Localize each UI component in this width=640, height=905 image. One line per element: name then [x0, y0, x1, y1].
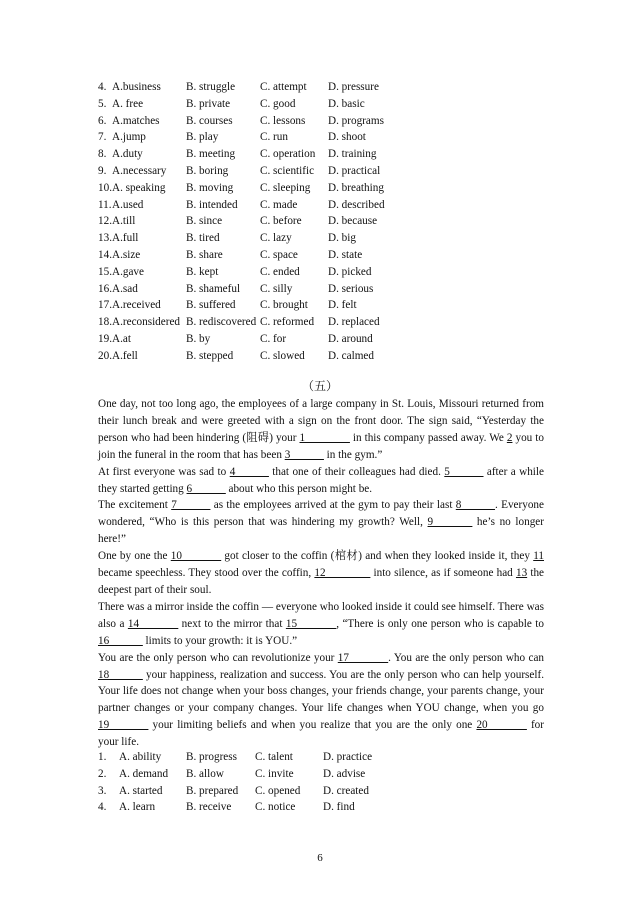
paragraph [98, 464, 544, 498]
option-b: B. tired [186, 232, 220, 245]
blank: 6______ [186, 482, 226, 495]
option-a: A.gave [112, 265, 144, 278]
option-row [98, 129, 558, 146]
option-d: D. training [328, 148, 377, 161]
option-b: B. play [186, 131, 219, 144]
option-b: B. suffered [186, 299, 236, 312]
question-number: 10. [98, 181, 112, 194]
question-number: 9. [98, 164, 107, 177]
option-d: D. picked [328, 265, 372, 278]
option-b: B. private [186, 97, 231, 110]
text-segment: One by one the [98, 550, 171, 563]
question-number: 5. [98, 97, 107, 110]
option-row [98, 79, 558, 96]
option-b: B. share [186, 248, 223, 261]
question-number: 3. [98, 784, 107, 797]
option-a: A.fell [112, 349, 138, 362]
option-a: A. learn [119, 801, 156, 814]
text-segment: the deepest part of their soul. [98, 567, 545, 596]
options-list-bottom [98, 749, 558, 816]
question-number: 18. [98, 316, 112, 329]
blank: 12________ [314, 567, 371, 580]
question-number: 12. [98, 215, 112, 228]
option-c: C. reformed [260, 316, 315, 329]
option-a: A.size [112, 248, 141, 261]
option-c: C. slowed [260, 349, 305, 362]
text-segment: your limiting beliefs and when you realize that you are the only one [148, 719, 477, 732]
text-segment: for your life. [98, 719, 545, 749]
option-d: D. big [328, 232, 356, 245]
blank: 15_______ [285, 617, 337, 630]
blank: 11 [533, 550, 544, 563]
option-b: B. prepared [186, 784, 239, 797]
blank: 2 [506, 431, 513, 444]
option-b: B. courses [186, 114, 233, 127]
option-a: A.at [112, 332, 131, 345]
option-d: D. state [328, 248, 363, 261]
question-number: 16. [98, 282, 112, 295]
option-c: C. lazy [260, 232, 292, 245]
option-row [98, 766, 558, 783]
option-row [98, 297, 558, 314]
option-row [98, 180, 558, 197]
option-a: A. started [119, 784, 163, 797]
option-b: B. since [186, 215, 223, 228]
option-d: D. breathing [328, 181, 384, 194]
blank: 3______ [284, 448, 324, 461]
question-number: 17. [98, 299, 112, 312]
question-number: 20. [98, 349, 112, 362]
option-row [98, 96, 558, 113]
text-segment: , “There is only one person who is capable to [336, 617, 544, 630]
option-row [98, 113, 558, 130]
question-number: 19. [98, 332, 112, 345]
option-c: C. attempt [260, 81, 307, 93]
question-number: 4. [98, 81, 107, 93]
text-segment: in the gym.” [323, 448, 383, 461]
text-segment: . You are the only person who can [388, 651, 544, 664]
text-segment: that one of their colleagues had died. [268, 465, 445, 478]
option-d: D. created [323, 784, 369, 797]
option-b: B. intended [186, 198, 238, 211]
option-d: D. serious [328, 282, 374, 295]
blank: 20_______ [476, 719, 527, 732]
options-list-top [98, 79, 558, 365]
text-segment: There was a mirror inside the coffin — everyone who looked inside it could see himself. There was also a [98, 600, 544, 630]
text-segment: got closer to the coffin (棺材) and when they looked inside it, they [221, 550, 534, 563]
paragraph [98, 650, 544, 751]
option-a: A.business [112, 81, 161, 93]
option-c: C. for [260, 332, 287, 345]
option-c: C. notice [255, 801, 296, 814]
option-b: B. shameful [186, 282, 241, 295]
paragraph [98, 548, 544, 599]
option-row [98, 247, 558, 264]
option-c: C. before [260, 215, 302, 228]
option-row [98, 783, 558, 800]
question-number: 14. [98, 248, 112, 261]
option-b: B. moving [186, 181, 234, 194]
option-a: A.duty [112, 148, 143, 161]
option-a: A. free [112, 97, 144, 110]
text-segment: your happiness, realization and success. You are the only person who can help yourself. Your life does not change when your boss changes, your friends change, your parents change, your partner changes or your company changes. Your life changes when YOU change, when you go [98, 668, 544, 715]
blank: 8______ [455, 499, 495, 512]
option-a: A. speaking [112, 181, 166, 194]
text-segment: limits to your growth: it is YOU.” [142, 634, 298, 647]
option-a: A.till [112, 215, 136, 228]
blank: 18______ [98, 668, 143, 681]
option-row [98, 264, 558, 281]
option-c: C. lessons [260, 114, 306, 127]
option-c: C. made [260, 198, 298, 211]
option-row [98, 213, 558, 230]
option-d: D. pressure [328, 81, 379, 93]
option-d: D. programs [328, 114, 384, 127]
question-number: 7. [98, 131, 107, 144]
option-c: C. space [260, 248, 298, 261]
blank: 19_______ [98, 719, 149, 732]
option-c: C. scientific [260, 164, 315, 177]
option-d: D. felt [328, 299, 357, 312]
option-b: B. receive [186, 801, 232, 814]
option-b: B. rediscovered [186, 316, 257, 329]
option-a: A. ability [119, 751, 162, 763]
text-segment: next to the mirror that [178, 617, 286, 630]
paragraph [98, 599, 544, 650]
option-a: A.used [112, 198, 144, 211]
option-row [98, 281, 558, 298]
option-a: A.reconsidered [112, 316, 181, 329]
question-number: 11. [98, 198, 112, 211]
option-d: D. described [328, 198, 385, 211]
option-d: D. basic [328, 97, 365, 110]
text-segment: One day, not too long ago, the employees of a large company in St. Louis, Missouri returned from their lunch break and were greeted with a sign on the front door. The sign said, “Yesterday the person who had been hindering (阻碍) your [98, 398, 544, 444]
section-title: （五） [301, 379, 338, 393]
option-row [98, 197, 558, 214]
blank: 7______ [171, 499, 211, 512]
text-segment: in this company passed away. We [349, 431, 507, 444]
option-c: C. good [260, 97, 296, 110]
question-number: 1. [98, 751, 107, 763]
option-a: A. demand [119, 767, 169, 780]
option-row [98, 230, 558, 247]
option-d: D. advise [323, 767, 366, 780]
option-row [98, 314, 558, 331]
text-segment: . Everyone wondered, “Who is this person that was hindering my growth? Well, [98, 499, 544, 529]
option-b: B. struggle [186, 81, 236, 93]
option-a: A.sad [112, 282, 138, 295]
option-row [98, 799, 558, 816]
text-segment: he’s no longer here!” [98, 516, 544, 546]
option-a: A.full [112, 232, 139, 245]
text-segment: after a while they started getting [98, 465, 544, 495]
paragraph [98, 497, 544, 548]
blank: 1________ [299, 431, 350, 444]
option-row [98, 163, 558, 180]
question-number: 6. [98, 114, 107, 127]
blank: 13 [515, 567, 528, 580]
option-c: C. sleeping [260, 181, 311, 194]
text-segment: about who this person might be. [225, 482, 373, 495]
option-c: C. ended [260, 265, 300, 278]
option-b: B. boring [186, 164, 229, 177]
option-d: D. find [323, 801, 355, 814]
option-b: B. stepped [186, 349, 234, 362]
blank: 5______ [444, 465, 484, 478]
question-number: 8. [98, 148, 107, 161]
option-d: D. around [328, 332, 373, 345]
option-c: C. operation [260, 148, 316, 161]
option-c: C. talent [255, 751, 293, 763]
text-segment: as the employees arrived at the gym to pay their last [210, 499, 456, 512]
blank: 9_______ [427, 516, 473, 529]
text-segment: You are the only person who can revolutionize your [98, 651, 338, 664]
paragraph [98, 396, 544, 464]
option-c: C. opened [255, 784, 301, 797]
passage [98, 396, 544, 751]
option-a: A.received [112, 299, 161, 312]
option-c: C. run [260, 131, 288, 144]
blank: 4______ [229, 465, 269, 478]
option-b: B. meeting [186, 148, 236, 161]
text-segment: The excitement [98, 499, 172, 512]
option-b: B. allow [186, 767, 224, 780]
page-number: 6 [317, 852, 323, 864]
option-b: B. progress [186, 751, 237, 763]
option-c: C. silly [260, 282, 293, 295]
option-row [98, 749, 558, 766]
option-d: D. shoot [328, 131, 366, 144]
text-segment: At first everyone was sad to [98, 465, 230, 478]
blank: 10_______ [170, 550, 222, 563]
option-d: D. practical [328, 164, 381, 177]
question-number: 13. [98, 232, 112, 245]
blank: 16______ [98, 634, 143, 647]
text-segment: you to join the funeral in the room that has been [98, 431, 544, 461]
option-c: C. invite [255, 767, 294, 780]
blank: 17_______ [337, 651, 389, 664]
option-b: B. by [186, 332, 211, 345]
option-row [98, 146, 558, 163]
question-number: 15. [98, 265, 112, 278]
option-row [98, 331, 558, 348]
option-d: D. replaced [328, 316, 380, 329]
option-d: D. because [328, 215, 378, 228]
blank: 14_______ [127, 617, 179, 630]
text-segment: became speechless. They stood over the coffin, [98, 567, 315, 580]
option-row [98, 348, 558, 365]
option-a: A.jump [112, 131, 146, 144]
option-d: D. calmed [328, 349, 374, 362]
option-a: A.matches [112, 114, 160, 127]
option-d: D. practice [323, 751, 373, 763]
question-number: 4. [98, 801, 107, 814]
option-a: A.necessary [112, 164, 167, 177]
question-number: 2. [98, 767, 107, 780]
option-c: C. brought [260, 299, 308, 312]
text-segment: into silence, as if someone had [370, 567, 516, 580]
option-b: B. kept [186, 265, 219, 278]
